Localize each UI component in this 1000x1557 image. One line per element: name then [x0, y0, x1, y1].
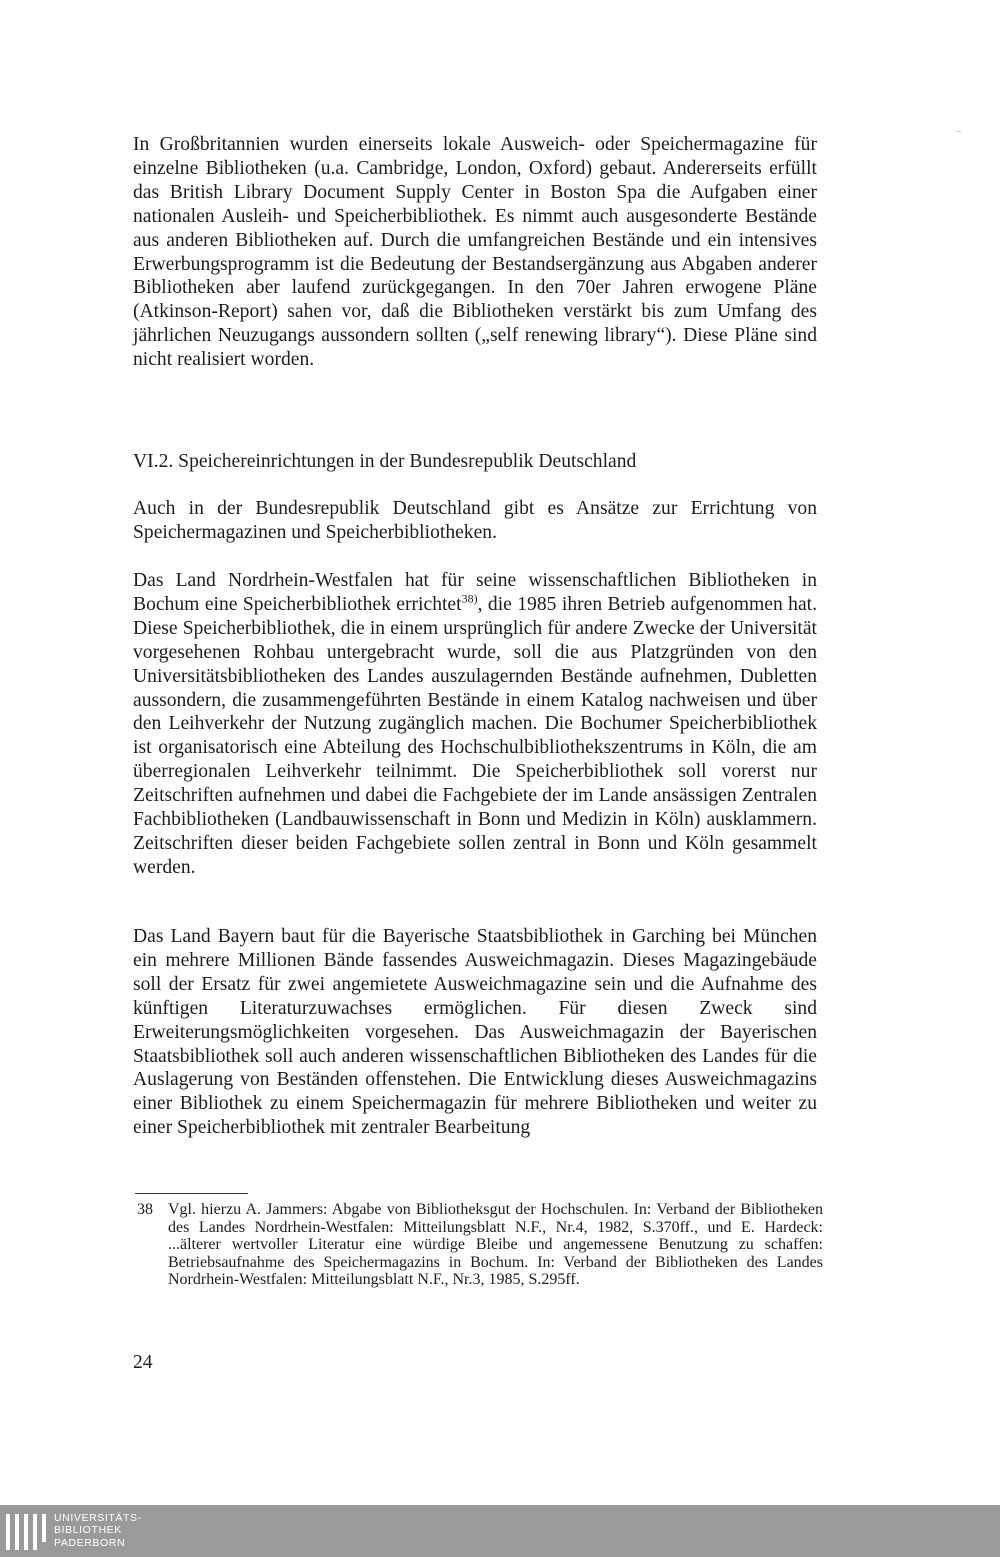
library-name-line-3: PADERBORN: [54, 1536, 126, 1549]
paragraph-bayern: Das Land Bayern baut für die Bayerische Staatsbibliothek in Garching bei München ein mehrere Millionen Bände fassendes Ausweichmagazin. Dieses Magazingebäude soll der Ersatz für zwei angemietete Ausweichmagazine sein und die Aufnahme des künftigen Literaturzuwachses ermöglichen. Für diesen Zweck sind Erweiterungsmöglichkeiten vorgesehen. Das Ausweichmagazin der Bayerischen Staatsbibliothek soll auch anderen wissenschaftlichen Bibliotheken des Landes für die Auslagerung von Beständen offenstehen. Die Entwicklung dieses Ausweichmagazins einer Bibliothek zu einem Speichermagazin für mehrere Bibliotheken und weiter zu einer Speicherbibliothek mit zentraler Bearbeitung: [133, 926, 817, 1139]
library-name: [54, 1512, 142, 1549]
footnote-text: Vgl. hierzu A. Jammers: Abgabe von Bibliotheksgut der Hochschulen. In: Verband der Bibliotheken des Landes Nordrhein-Westfalen: Mitteilungsblatt N.F., Nr.4, 1982, S.370ff., und E. Hardeck: ...älterer wertvoller Literatur eine würdige Bleibe und angemessene Benutzung zu schaffen: Betriebsaufnahme des Speichermagazins in Bochum. In: Verband der Bibliotheken des Landes Nordrhein-Westfalen: Mitteilungsblatt N.F., Nr.3, 1985, S.295ff.: [168, 1201, 823, 1289]
page-number: 24: [133, 1352, 153, 1373]
paragraph-nrw-text-end: , die 1985 ihren Betrieb aufgenommen hat. Diese Speicherbibliothek, die in einem ursprünglich für andere Zwecke der Universität vorgesehenen Rohbau untergebracht wurde, soll die aus Platzgründen von den Universitätsbibliotheken des Landes auszulagernden Bestände aufnehmen, Dubletten aussondern, die zusammengeführten Bestände in einem Katalog nachweisen und über den Leihverkehr der Nutzung zugänglich machen. Die Bochumer Speicherbibliothek ist organisatorisch eine Abteilung des Hochschulbibliothekszentrums in Köln, die am überregionalen Leihverkehr teilnimmt. Die Speicherbibliothek soll vorerst nur Zeitschriften aufnehmen und dabei die Fachgebiete der im Lande ansässigen Zentralen Fachbibliotheken (Landbauwissenschaft in Bonn und Medizin in Köln) ausklammern. Zeitschriften dieser beiden Fachgebiete sollen zentral in Bonn und Köln gesammelt werden.: [133, 593, 817, 878]
footnote-reference[interactable]: 38): [461, 591, 478, 606]
paragraph-nordrhein-westfalen: [133, 569, 817, 880]
library-name-line-1: UNIVERSITÄTS-: [54, 1512, 142, 1524]
footnote-number: 38: [137, 1201, 153, 1218]
section-heading: VI.2. Speichereinrichtungen in der Bundesrepublik Deutschland: [133, 451, 637, 472]
paragraph-nrw-text-start: Das Land Nordrhein-Westfalen hat für seine wissenschaftlichen Bibliotheken in Bochum eine Speicherbibliothek errichtet: [133, 570, 817, 615]
library-footer-bar: [0, 1505, 1000, 1557]
margin-mark: [956, 131, 961, 132]
university-library-bars-icon: [6, 1514, 46, 1550]
paragraph-great-britain: In Großbritannien wurden einerseits lokale Ausweich- oder Speichermagazine für einzelne Bibliotheken (u.a. Cambridge, London, Oxford) gebaut. Andererseits erfüllt das British Library Document Supply Center in Boston Spa die Aufgaben einer nationalen Ausleih- und Speicherbibliothek. Es nimmt auch ausgesonderte Bestände aus anderen Bibliotheken auf. Durch die umfangreichen Bestände und ein intensives Erwerbungsprogramm ist die Bedeutung der Bestandsergänzung aus Abgaben anderer Bibliotheken aber laufend zurückgegangen. In den 70er Jahren erwogene Pläne (Atkinson-Report) sahen vor, daß die Bibliotheken verstärkt bis zum Umfang des jährlichen Neuzugangs aussondern sollten („self renewing library“). Diese Pläne sind nicht realisiert worden.: [133, 134, 817, 371]
paragraph-federal-republic: Auch in der Bundesrepublik Deutschland gibt es Ansätze zur Errichtung von Speichermagazinen und Speicherbibliotheken.: [133, 498, 817, 543]
footnote-divider: [135, 1193, 248, 1194]
library-name-line-2: BIBLIOTHEK: [54, 1524, 122, 1537]
footnote-38: [137, 1201, 823, 1289]
